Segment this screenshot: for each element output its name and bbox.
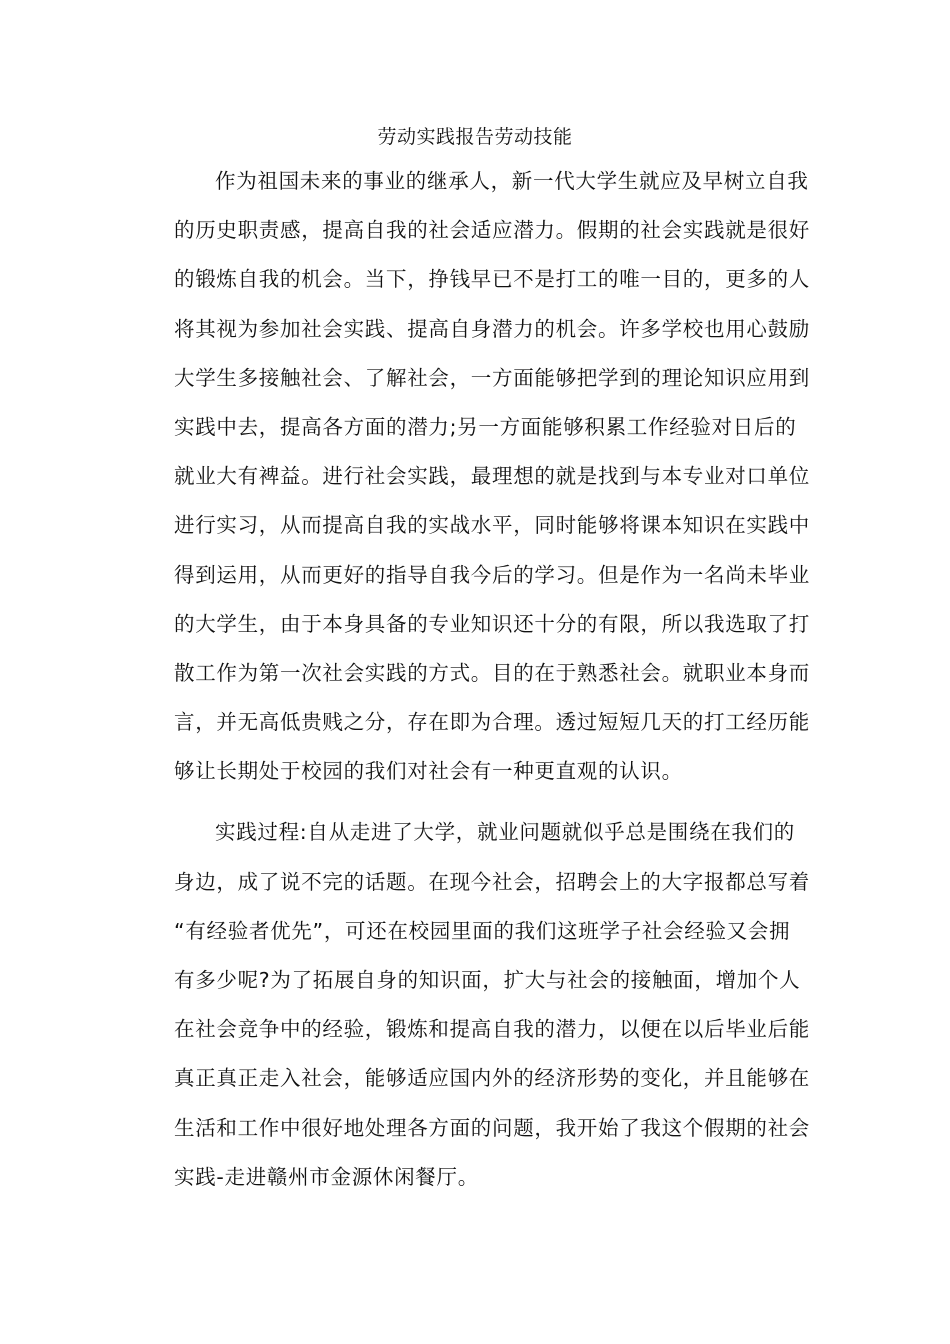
paragraph bbox=[174, 168, 812, 784]
text-line: 散工作为第一次社会实践的方式。目的在于熟悉社会。就职业本身而 bbox=[174, 660, 810, 685]
text-line: 有多少呢?为了拓展自身的知识面，扩大与社会的接触面，增加个人 bbox=[174, 968, 801, 992]
text-line: “有经验者优先”，可还在校园里面的我们这班学子社会经验又会拥 bbox=[174, 918, 791, 943]
text-line: 真正真正走入社会，能够适应国内外的经济形势的变化，并且能够在 bbox=[174, 1066, 810, 1091]
text-line: 将其视为参加社会实践、提高自身潜力的机会。许多学校也用心鼓励 bbox=[174, 316, 810, 341]
text-line: 言，并无高低贵贱之分，存在即为合理。透过短短几天的打工经历能 bbox=[174, 710, 810, 735]
text-line: 实践-走进赣州市金源休闲餐厅。 bbox=[174, 1164, 479, 1189]
text-line: 在社会竞争中的经验，锻炼和提高自我的潜力，以便在以后毕业后能 bbox=[174, 1017, 810, 1042]
text-line: 身边，成了说不完的话题。在现今社会，招聘会上的大字报都总写着 bbox=[174, 869, 810, 894]
text-line: 作为祖国未来的事业的继承人，新一代大学生就应及早树立自我 bbox=[215, 169, 809, 193]
text-line: 实践中去，提高各方面的潜力;另一方面能够积累工作经验对日后的 bbox=[174, 414, 797, 439]
text-line: 的锻炼自我的机会。当下，挣钱早已不是打工的唯一目的，更多的人 bbox=[174, 267, 810, 292]
text-line: 实践过程:自从走进了大学，就业问题就似乎总是围绕在我们的 bbox=[215, 820, 796, 845]
document-body bbox=[174, 168, 812, 1213]
text-line: 生活和工作中很好地处理各方面的问题，我开始了我这个假期的社会 bbox=[174, 1115, 810, 1140]
text-line: 的历史职责感，提高自我的社会适应潜力。假期的社会实践就是很好 bbox=[174, 218, 810, 243]
paragraph-spacer bbox=[174, 807, 812, 819]
paragraph bbox=[174, 819, 812, 1189]
text-line: 的大学生，由于本身具备的专业知识还十分的有限，所以我选取了打 bbox=[174, 611, 810, 636]
document-title: 劳动实践报告劳动技能 bbox=[377, 126, 573, 148]
text-line: 得到运用，从而更好的指导自我今后的学习。但是作为一名尚未毕业 bbox=[174, 562, 810, 587]
text-line: 大学生多接触社会、了解社会，一方面能够把学到的理论知识应用到 bbox=[174, 365, 810, 390]
text-line: 就业大有裨益。进行社会实践，最理想的就是找到与本专业对口单位 bbox=[174, 464, 810, 489]
text-line: 进行实习，从而提高自我的实战水平，同时能够将课本知识在实践中 bbox=[174, 513, 810, 538]
text-line: 够让长期处于校园的我们对社会有一种更直观的认识。 bbox=[174, 759, 683, 784]
